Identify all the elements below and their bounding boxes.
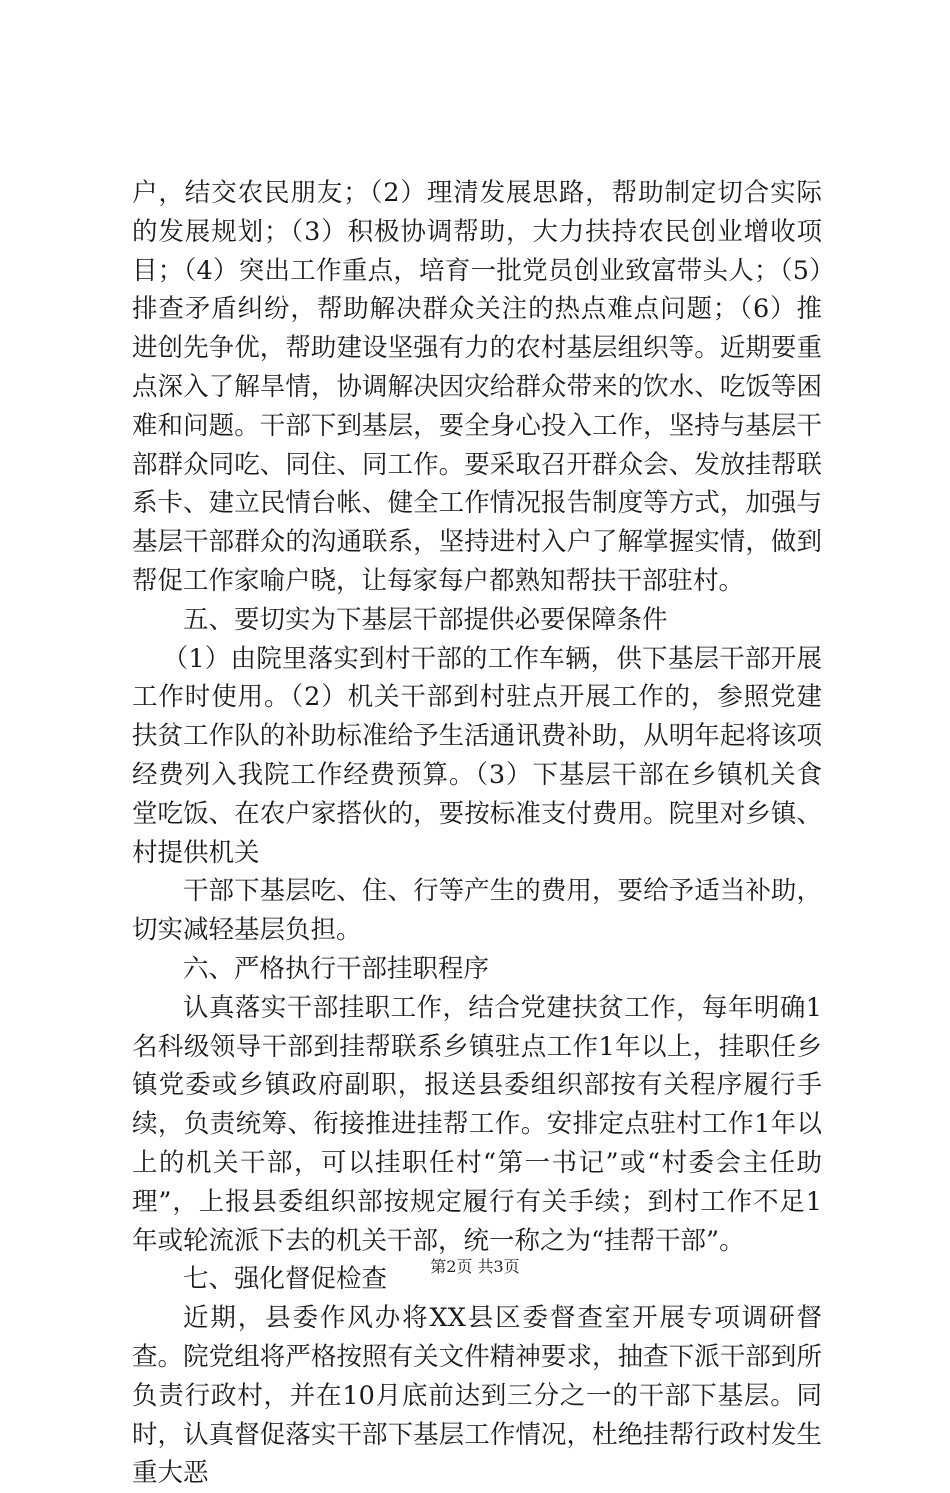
paragraph-support-conditions: （1）由院里落实到村干部的工作车辆，供下基层干部开展工作时使用。（2）机关干部到村驻点开展工作的，参照党建扶贫工作队的补助标准给予生活通讯费补助，从明年起将该项经费列入我院工作经费预算。（3）下基层干部在乡镇机关食堂吃饭、在农户家搭伙的，要按标准支付费用。院里对乡镇、村提供机关 <box>132 643 822 868</box>
section-heading-seven: 七、强化督促检查 <box>183 1264 388 1295</box>
paragraph-posting-procedure: 认真落实干部挂职工作，结合党建扶贫工作，每年明确1名科级领导干部到挂帮联系乡镇驻点工作1年以上，挂职任乡镇党委或乡镇政府副职，报送县委组织部按有关程序履行手续，负责统筹、衔接推进挂帮工作。安排定点驻村工作1年以上的机关干部，可以挂职任村“第一书记”或“村委会主任助理”，上报县委组织部按规定履行有关手续；到村工作不足1年或轮流派下去的机关干部，统一称之为“挂帮干部”。 <box>132 992 822 1256</box>
paragraph-supervision: 近期，县委作风办将XX县区委督查室开展专项调研督查。院党组将严格按照有关文件精神要求，抽查下派干部到所负责行政村，并在10月底前达到三分之一的干部下基层。同时，认真督促落实干部下基层工作情况，杜绝挂帮行政村发生重大恶 <box>132 1303 822 1489</box>
document-body <box>132 174 822 1493</box>
paragraph-work-content: 户，结交农民朋友；（2）理清发展思路，帮助制定切合实际的发展规划；（3）积极协调帮助，大力扶持农民创业增收项目；（4）突出工作重点，培育一批党员创业致富带头人；（5）排查矛盾纠纷，帮助解决群众关注的热点难点问题；（6）推进创先争优，帮助建设坚强有力的农村基层组织等。近期要重点深入了解旱情，协调解决因灾给群众带来的饮水、吃饭等困难和问题。干部下到基层，要全身心投入工作，坚持与基层干部群众同吃、同住、同工作。要采取召开群众会、发放挂帮联系卡、建立民情台帐、健全工作情况报告制度等方式，加强与基层干部群众的沟通联系，坚持进村入户了解掌握实情，做到帮促工作家喻户晓，让每家每户都熟知帮扶干部驻村。 <box>132 178 822 596</box>
section-heading-five: 五、要切实为下基层干部提供必要保障条件 <box>183 604 668 635</box>
section-heading-six: 六、严格执行干部挂职程序 <box>183 953 490 984</box>
paragraph-subsidy: 干部下基层吃、住、行等产生的费用，要给予适当补助，切实减轻基层负担。 <box>132 876 822 946</box>
page-footer: 第2页 共3页 <box>430 1257 520 1276</box>
